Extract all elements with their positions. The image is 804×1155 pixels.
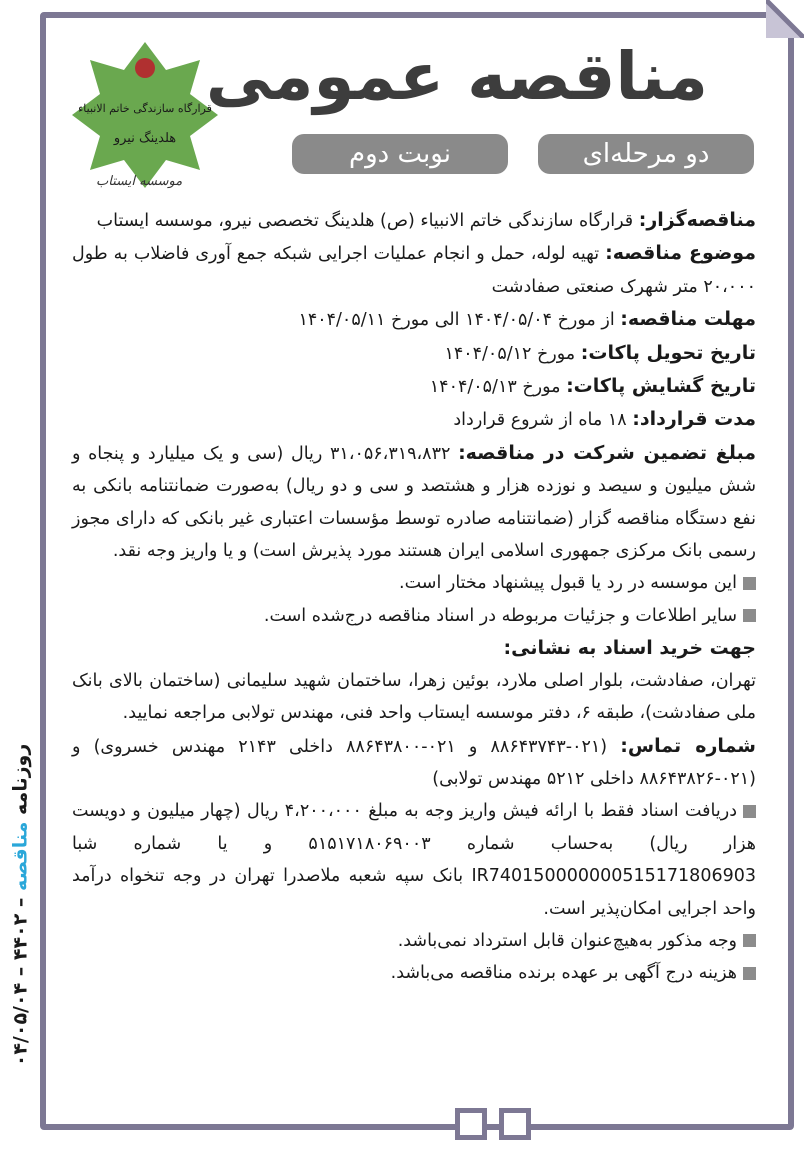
square-bullet-icon (743, 609, 756, 622)
logo-line-1: قرارگاه سازندگی خاتم الانبیاء (78, 102, 212, 115)
section-guarantee: مبلغ تضمین شرکت در مناقصه: ۳۱،۰۵۶،۳۱۹،۸۳۲ ریال (سی و یک میلیارد و پنجاه و شش میلیون و سیصد و نوزده هزار و هشتصد و سی و دو ریال) به‌صورت ضمانتنامه بانکی به نفع دستگاه مناقصه گزار (ضمانتنامه صادره توسط مؤسسات اعتباری غیر بانکی که دارای مجوز رسمی بانک مرکزی جمهوری اسلامی ایران هستند مورد پذیرش است) و یا واریز وجه نقد. (72, 441, 756, 562)
section-delivery-date: تاریخ تحویل پاکات: مورخ ۱۴۰۴/۰۵/۱۲ (444, 341, 756, 364)
square-bullet-icon (743, 934, 756, 947)
folded-corner-icon (766, 0, 804, 38)
section-tenderer: مناقصه‌گزار: قرارگاه سازندگی خاتم الانبیاء (ص) هلدینگ تخصصی نیرو، موسسه ایستاب (96, 209, 756, 231)
address-heading: جهت خرید اسناد به نشانی: (503, 637, 756, 660)
newspaper-issue: روزنامه مناقصه – ۴۴۰۲ – ۰۴/۰۵/۰۴ (9, 743, 31, 1067)
list-item: سایر اطلاعات و جزئیات مربوطه در اسناد مناقصه درج‌شده است. (72, 600, 756, 632)
section-duration: مدت قرارداد: ۱۸ ماه از شروع قرارداد (453, 408, 756, 431)
page-title: مناقصه عمومی (205, 38, 708, 115)
badge-row (292, 134, 754, 174)
newspaper-strip (2, 690, 38, 1120)
square-bullet-icon (743, 967, 756, 980)
list-item: دریافت اسناد فقط با ارائه فیش واریز وجه به مبلغ ۴،۲۰۰،۰۰۰ ریال (چهار میلیون و دویست هزار ریال) به‌حساب شماره ۵۱۵۱۷۱۸۰۶۹۰۰۳ و یا شماره شبا IR740150000000515171806903 بانک سپه شعبه ملاصدرا تهران در وجه تنخواه درآمد واحد اجرایی امکان‌پذیر است. (72, 801, 756, 919)
logo-caption: موسسه ایستاب (96, 174, 183, 189)
ad-body (72, 204, 756, 990)
logo-line-2: هلدینگ نیرو (113, 131, 177, 146)
section-opening-date: تاریخ گشایش پاکات: مورخ ۱۴۰۴/۰۵/۱۳ (429, 375, 756, 398)
list-item: هزینه درج آگهی بر عهده برنده مناقصه می‌باشد. (72, 957, 756, 989)
list-item: وجه مذکور به‌هیچ‌عنوان قابل استرداد نمی‌باشد. (72, 925, 756, 957)
decor-square (455, 1108, 487, 1140)
section-contact: شماره تماس: (۰۲۱-۸۸۶۴۳۷۴۳ و ۰۲۱-۸۸۶۴۳۸۰۰ داخلی ۲۱۴۳ مهندس خسروی) و (۰۲۱-۸۸۶۴۳۸۲۶ داخلی ۵۲۱۲ مهندس تولابی) (72, 734, 756, 789)
square-bullet-icon (743, 805, 756, 818)
decor-square (499, 1108, 531, 1140)
section-subject: موضوع مناقصه: تهیه لوله، حمل و انجام عملیات اجرایی شبکه جمع آوری فاضلاب به طول ۲۰،۰۰۰ متر شهرک صنعتی صفادشت (72, 242, 756, 297)
round-badge: نوبت دوم (292, 134, 508, 174)
address-text: تهران، صفادشت، بلوار اصلی ملارد، بوئین زهرا، ساختمان شهید سلیمانی (ساختمان بالای بانک ملی صفادشت)، طبقه ۶، دفتر موسسه ایستاب واحد فنی، مهندس تولابی مراجعه نمایید. (72, 670, 756, 724)
emblem-star-icon (70, 40, 220, 190)
square-bullet-icon (743, 577, 756, 590)
list-item: این موسسه در رد یا قبول پیشنهاد مختار است. (72, 567, 756, 599)
stage-badge: دو مرحله‌ای (538, 134, 754, 174)
bottom-decoration (455, 1108, 531, 1140)
section-deadline: مهلت مناقصه: از مورخ ۱۴۰۴/۰۵/۰۴ الی مورخ ۱۴۰۴/۰۵/۱۱ (298, 308, 756, 331)
